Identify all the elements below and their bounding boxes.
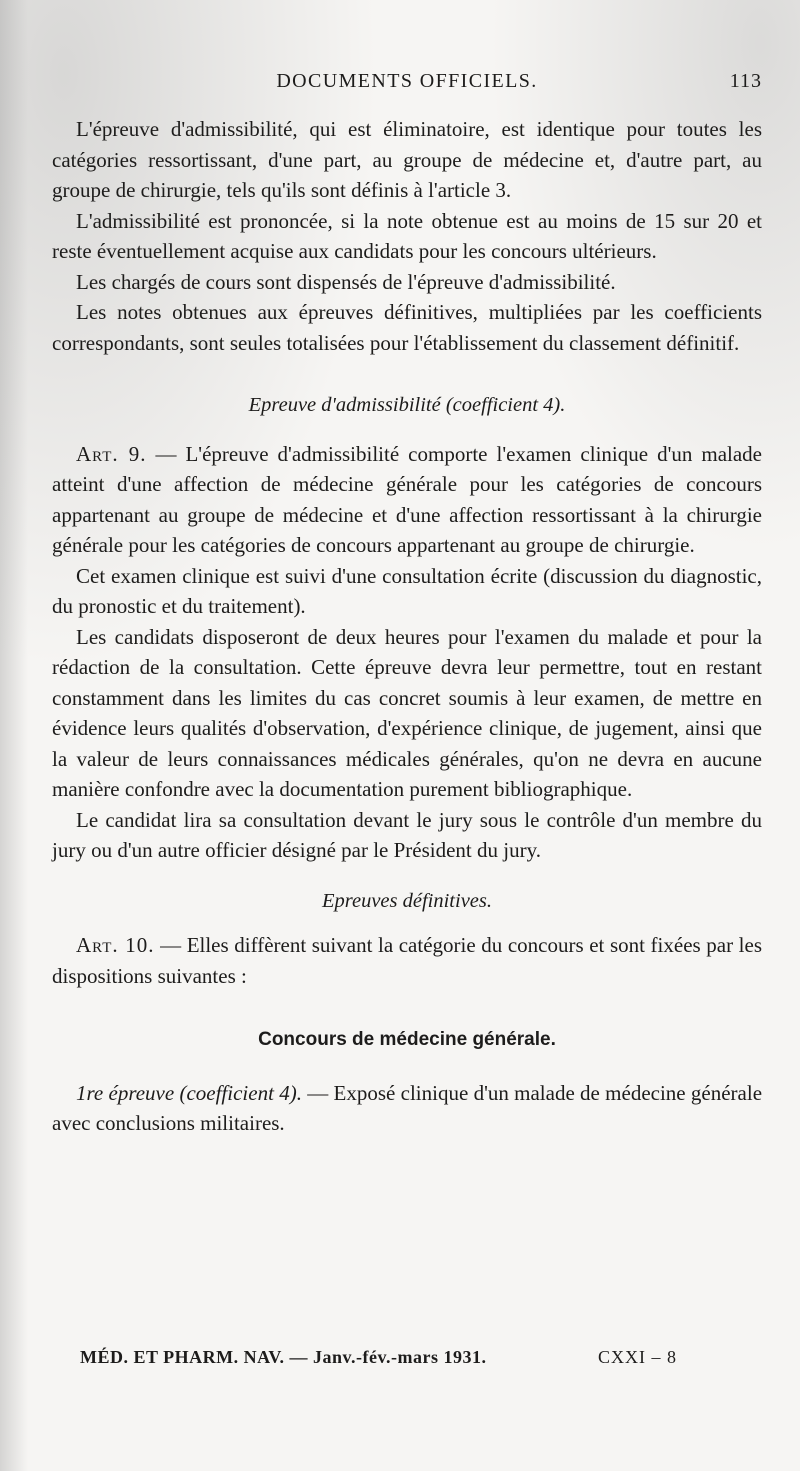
- article-9-paragraph: [52, 439, 762, 561]
- first-test-text: — Exposé clinique d'un malade de médecine générale avec conclusions militaires.: [52, 1080, 763, 1135]
- article-10-label: Art. 10.: [76, 933, 155, 957]
- article-10-text: — Elles diffèrent suivant la catégorie du concours et sont fixées par les dispositions suivantes :: [52, 933, 763, 988]
- first-test-paragraph: [52, 1078, 762, 1139]
- page-number: 113: [729, 70, 762, 92]
- running-title: DOCUMENTS OFFICIELS.: [276, 70, 538, 92]
- paragraph-admissibility-score: L'admissibilité est prononcée, si la note obtenue est au moins de 15 sur 20 et reste éventuellement acquise aux candidats pour les concours ultérieurs.: [52, 208, 762, 263]
- paragraph-admissibility-identical: L'épreuve d'admissibilité, qui est éliminatoire, est identique pour toutes les catégories ressortissant, d'une part, au groupe de médecine et, d'autre part, au groupe de chirurgie, tels qu'ils sont définis à l'article 3.: [52, 117, 762, 202]
- page-footer: [52, 1347, 762, 1377]
- article-9-duration: Les candidats disposeront de deux heures pour l'examen du malade et pour la rédaction de la consultation. Cette épreuve devra leur permettre, tout en restant constamment dans les limites du cas concret soumis à leur examen, de mettre en évidence leurs qualités d'observation, d'expérience clinique, de jugement, ainsi que la valeur de leurs connaissances médicales générales, qu'on ne devra en aucune manière confondre avec la documentation purement bibliographique.: [52, 624, 762, 801]
- footer-signature: CXXI – 8: [598, 1347, 677, 1367]
- subhead-admissibility: Epreuve d'admissibilité (coefficient 4).: [248, 394, 566, 416]
- paragraph-lecturers-exempt: Les chargés de cours sont dispensés de l'épreuve d'admissibilité.: [76, 269, 616, 294]
- subhead-definitive: Epreuves définitives.: [321, 889, 493, 912]
- article-10-paragraph: [52, 930, 762, 991]
- article-9-consultation: Cet examen clinique est suivi d'une consultation écrite (discussion du diagnostic, du pronostic et du traitement).: [52, 563, 762, 618]
- article-9-reading: Le candidat lira sa consultation devant le jury sous le contrôle d'un membre du jury ou d'un autre officier désigné par le Président du jury.: [52, 807, 762, 862]
- article-9-text: — L'épreuve d'admissibilité comporte l'examen clinique d'un malade atteint d'une affection de médecine générale pour les catégories de concours appartenant au groupe de médecine et d'une affection ressortissant à la chirurgie générale pour les catégories de concours appartenant au groupe de chirurgie.: [52, 441, 762, 557]
- page-header: [52, 70, 762, 100]
- first-test-label: 1re épreuve (coefficient 4).: [76, 1080, 302, 1105]
- section-title-medicine: Concours de médecine générale.: [258, 1029, 556, 1050]
- paragraph-final-ranking: Les notes obtenues aux épreuves définitives, multipliées par les coefficients correspondants, sont seules totalisées pour l'établissement du classement définitif.: [52, 300, 762, 355]
- footer-journal: MÉD. ET PHARM. NAV. — Janv.-fév.-mars 1931.: [80, 1347, 487, 1367]
- article-9-label: Art. 9.: [76, 441, 147, 466]
- page-body: [52, 114, 762, 1139]
